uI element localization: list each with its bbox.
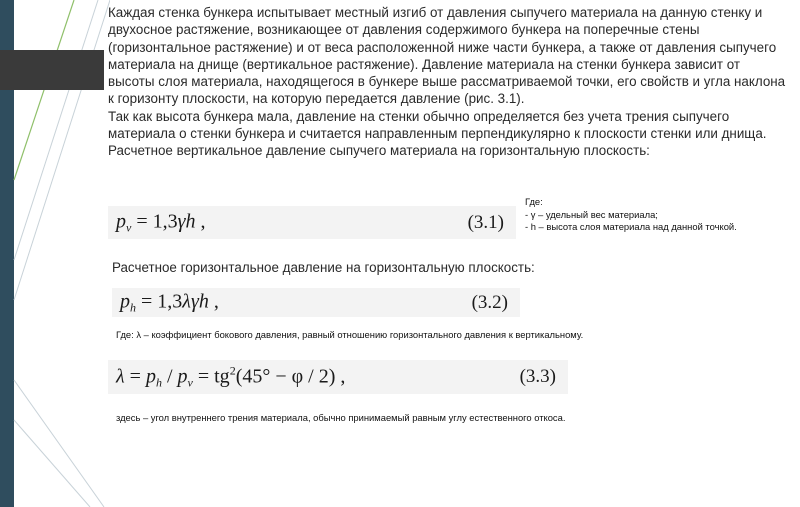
formula-number: (3.3) (519, 366, 556, 387)
note-where-lambda: Где: λ – коэффициент бокового давления, равный отношению горизонтального давления к вертикальному. (116, 329, 584, 340)
formula-expression: $p_v = 1,3\gamma h$ , (116, 210, 206, 234)
horizontal-pressure-heading: Расчетное горизонтальное давление на горизонтальную плоскость: (112, 260, 535, 275)
formula-number: (3.2) (471, 291, 508, 313)
paragraph-1: Каждая стенка бункера испытывает местный изгиб от давления сыпучего материала на данную стенку и двухосное растяжение, возникающее от давления содержимого бункера на поперечные стены (горизонтальное растяжение) и от веса расположенной ниже части бункера, а также от давления сыпучего материала на днище (вертикальное растяжение). Давление материала на стенки бункера зависит от высоты слоя материала, находящегося в бункере выше рассматриваемой точки, его свойств и угла наклона к горизонту плоскости, на которую передается давление (рис. 3.1). (108, 5, 786, 107)
note-friction-angle: здесь – угол внутреннего трения материала, обычно принимаемый равным углу естественного откоса. (116, 412, 566, 423)
note-where-1 (525, 196, 795, 234)
formula-3-2 (112, 288, 520, 317)
formula-3-3 (108, 360, 568, 394)
note-line-h: - h – высота слоя материала над данной точкой. (525, 221, 737, 232)
paragraph-2: Так как высота бункера мала, давление на стенки обычно определяется без учета трения сыпучего материала о стенки бункера и считается направленным перпендикулярно к плоскости стенки или днища. Расчетное вертикальное давление сыпучего материала на горизонтальную плоскость: (108, 108, 767, 159)
note-title: Где: (525, 196, 543, 207)
main-text-block (108, 4, 788, 160)
formula-expression: $\lambda = p_h / p_v = tg^2(45^\circ - \varphi / 2)$ , (116, 363, 346, 390)
formula-3-1 (108, 206, 516, 239)
formula-expression: $p_h = 1,3\lambda\gamma h$ , (120, 290, 219, 314)
formula-number: (3.1) (467, 211, 504, 233)
title-arrow-block (0, 50, 104, 90)
note-line-gamma: - γ – удельный вес материала; (525, 208, 658, 220)
